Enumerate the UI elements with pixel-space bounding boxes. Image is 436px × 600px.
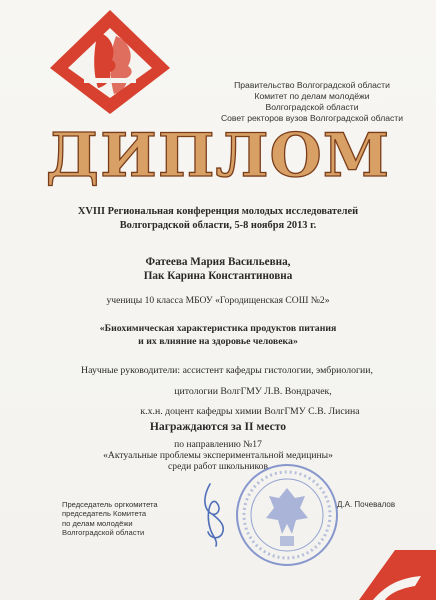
student-affiliation: ученицы 10 класса МБОУ «Городищенская СОШ №2» bbox=[106, 295, 330, 306]
issuer-line: Совет ректоров вузов Волгоградской области bbox=[220, 113, 404, 123]
issuer-line: Комитет по делам молодёжи bbox=[254, 91, 370, 101]
conference-name bbox=[40, 205, 396, 233]
issuer-line: Правительство Волгоградской области bbox=[234, 80, 390, 90]
recipient-name: Фатеева Мария Васильевна, bbox=[145, 256, 291, 268]
signatory-line: Председатель оргкомитета bbox=[62, 500, 158, 509]
recipient-name: Пак Карина Константиновна bbox=[143, 270, 293, 282]
issuer-list bbox=[212, 80, 412, 124]
conference-logo bbox=[46, 6, 174, 116]
supervisor-line: Научные руководители: ассистент кафедры гистологии, эмбриологии, bbox=[81, 365, 373, 376]
direction bbox=[40, 439, 396, 472]
signatory-title bbox=[62, 500, 202, 538]
diploma-title: ДИПЛОМ bbox=[45, 121, 391, 191]
supervisor-line: цитологии ВолгГМУ Л.В. Вондрачек, bbox=[174, 385, 332, 397]
supervisor-line: к.х.н. доцент кафедры химии ВолгГМУ С.В. Лисина bbox=[140, 406, 360, 417]
research-topic bbox=[40, 322, 396, 348]
issuer-line: Волгоградской области bbox=[265, 102, 359, 112]
signatory-line: Волгоградской области bbox=[62, 528, 145, 538]
topic-line: «Биохимическая характеристика продуктов питания bbox=[99, 323, 337, 334]
conference-line: Волгоградской области, 5-8 ноября 2013 г. bbox=[119, 220, 317, 231]
award-place: Награждаются за II место bbox=[149, 420, 287, 433]
direction-line: среди работ школьников bbox=[168, 461, 268, 472]
handwritten-signature bbox=[196, 480, 236, 550]
direction-line: «Актуальные проблемы экспериментальной медицины» bbox=[103, 450, 333, 461]
corner-decoration bbox=[355, 546, 436, 600]
signatory-line: председатель Комитета bbox=[62, 509, 147, 519]
conference-line: XVIII Региональная конференция молодых исследователей bbox=[77, 206, 359, 217]
topic-line: и их влияние на здоровье человека» bbox=[138, 336, 298, 347]
recipient-names bbox=[40, 255, 396, 283]
signatory-line: по делам молодёжи bbox=[62, 518, 133, 528]
official-stamp bbox=[232, 460, 342, 570]
signatory-name: Д.А. Почевалов bbox=[337, 500, 396, 509]
direction-line: по направлению №17 bbox=[174, 439, 262, 450]
supervisors bbox=[62, 361, 392, 423]
